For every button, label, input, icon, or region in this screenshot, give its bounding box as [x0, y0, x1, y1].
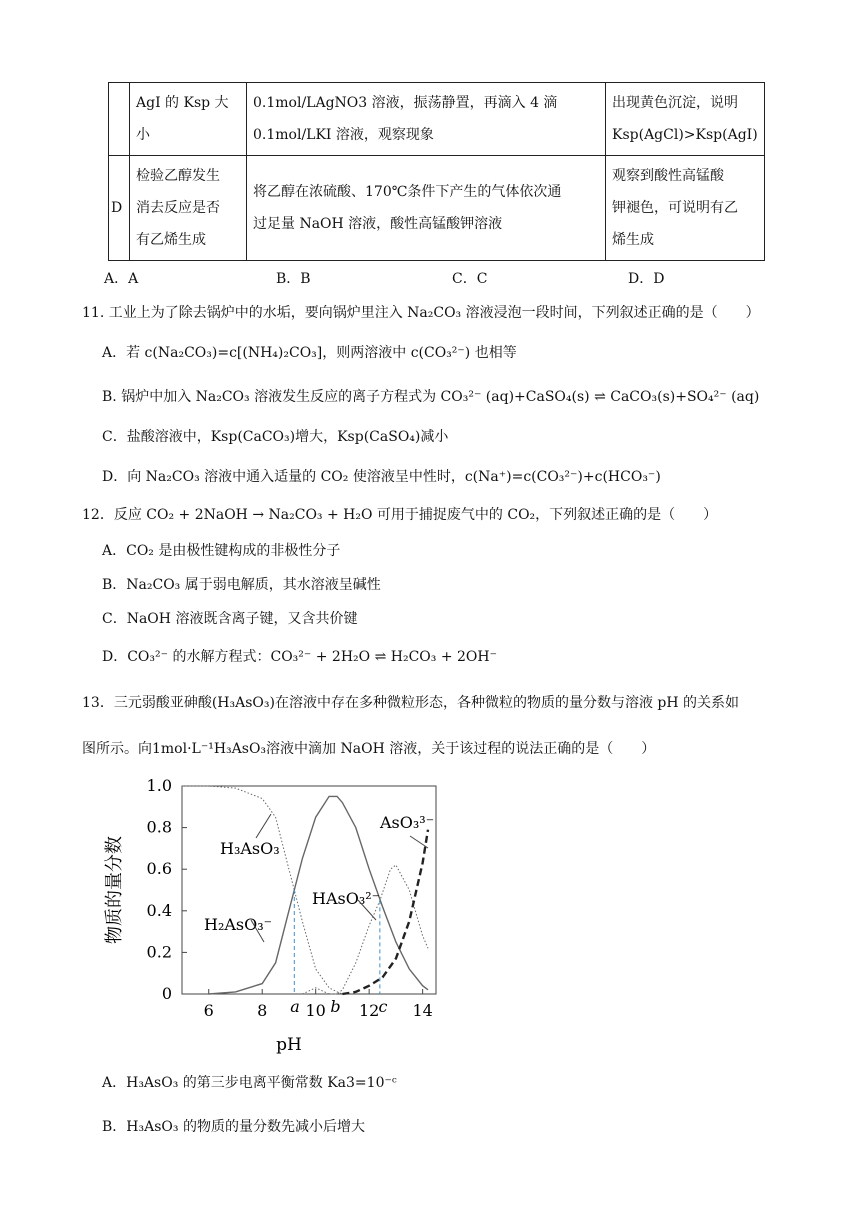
x-tick-label: 6 [203, 1001, 214, 1020]
row-label: D [109, 156, 130, 261]
q12-option-b[interactable]: B．Na₂CO₃ 属于弱电解质，其水溶液呈碱性 [102, 577, 381, 593]
x-axis-label: pH [276, 1035, 302, 1055]
option-d[interactable]: D．D [628, 271, 665, 287]
series-label: H₃AsO₃ [220, 839, 280, 858]
series-label: HAsO₃²⁻ [312, 889, 381, 908]
point-label: c [378, 997, 388, 1016]
species-fraction-chart [96, 770, 456, 1060]
y-tick-label: 0 [161, 984, 172, 1003]
option-a[interactable]: A．A [104, 271, 139, 287]
row-label [109, 83, 130, 156]
y-tick-label: 0.4 [146, 900, 172, 920]
q11-option-b[interactable]: B. 锅炉中加入 Na₂CO₃ 溶液发生反应的离子方程式为 CO₃²⁻ (aq)+CaSO₄(s) ⇌ CaCO₃(s)+SO₄²⁻ (aq) [102, 389, 760, 405]
series-label: H₂AsO₃⁻ [204, 915, 273, 934]
result-cell: 观察到酸性高锰酸 钾褪色，可说明有乙 烯生成 [606, 156, 765, 261]
option-b[interactable]: B．B [276, 271, 311, 287]
x-tick-label: 8 [257, 1001, 268, 1020]
operation-cell: 0.1mol/LAgNO3 溶液，振荡静置，再滴入 4 滴 0.1mol/LKI 溶液，观察现象 [247, 83, 606, 156]
y-tick-label: 0.2 [146, 942, 172, 962]
x-tick-label: 12 [358, 1001, 380, 1020]
y-axis-label: 物质的量分数 [104, 836, 125, 944]
y-tick-label: 0.8 [146, 817, 172, 837]
q12-option-d[interactable]: D．CO₃²⁻ 的水解方程式：CO₃²⁻ + 2H₂O ⇌ H₂CO₃ + 2OH⁻ [102, 649, 497, 665]
table-row [109, 83, 765, 156]
item-cell: 检验乙醇发生 消去反应是否 有乙烯生成 [130, 156, 247, 261]
option-c[interactable]: C．C [452, 271, 488, 287]
q13-option-b[interactable]: B．H₃AsO₃ 的物质的量分数先减小后增大 [102, 1119, 365, 1135]
q12-option-c[interactable]: C．NaOH 溶液既含离子键，又含共价键 [102, 611, 358, 627]
result-cell: 出现黄色沉淀，说明 Ksp(AgCl)>Ksp(AgI) [606, 83, 765, 156]
series-label: AsO₃³⁻ [380, 813, 435, 832]
q11-option-c[interactable]: C．盐酸溶液中，Ksp(CaCO₃)增大，Ksp(CaSO₄)减小 [102, 429, 449, 445]
q12-stem: 12．反应 CO₂ + 2NaOH → Na₂CO₃ + H₂O 可用于捕捉废气中的 CO₂，下列叙述正确的是（ ） [82, 507, 718, 523]
q13-stem-line2: 图所示。向1mol·L⁻¹H₃AsO₃溶液中滴加 NaOH 溶液，关于该过程的说法正确的是（ ） [82, 741, 656, 757]
leader-line [256, 814, 271, 838]
item-cell: AgI 的 Ksp 大小 [130, 83, 247, 156]
point-label: a [290, 997, 300, 1016]
q11-option-a[interactable]: A．若 c(Na₂CO₃)=c[(NH₄)₂CO₃]，则两溶液中 c(CO₃²⁻) 也相等 [102, 345, 517, 361]
point-label: b [330, 997, 341, 1016]
series-line-2 [302, 865, 428, 994]
y-tick-label: 0.6 [146, 859, 172, 879]
q13-option-a[interactable]: A．H₃AsO₃ 的第三步电离平衡常数 Ka3=10⁻ᶜ [102, 1075, 397, 1091]
q11-option-d[interactable]: D．向 Na₂CO₃ 溶液中通入适量的 CO₂ 使溶液呈中性时，c(Na⁺)=c(CO₃²⁻)+c(HCO₃⁻) [102, 469, 661, 485]
table-row [109, 156, 765, 261]
q11-stem: 11. 工业上为了除去锅炉中的水垢，要向锅炉里注入 Na₂CO₃ 溶液浸泡一段时间，下列叙述正确的是（ ） [82, 305, 760, 321]
operation-cell: 将乙醇在浓硫酸、170℃条件下产生的气体依次通 过足量 NaOH 溶液，酸性高锰酸钾溶液 [247, 156, 606, 261]
x-tick-label: 10 [305, 1001, 326, 1020]
x-tick-label: 14 [412, 1001, 433, 1020]
y-tick-label: 1.0 [146, 776, 172, 795]
q12-option-a[interactable]: A．CO₂ 是由极性键构成的非极性分子 [102, 543, 341, 559]
q13-stem-line1: 13．三元弱酸亚砷酸(H₃AsO₃)在溶液中存在多种微粒形态，各种微粒的物质的量分数与溶液 pH 的关系如 [82, 695, 740, 711]
q10-table [108, 82, 765, 261]
